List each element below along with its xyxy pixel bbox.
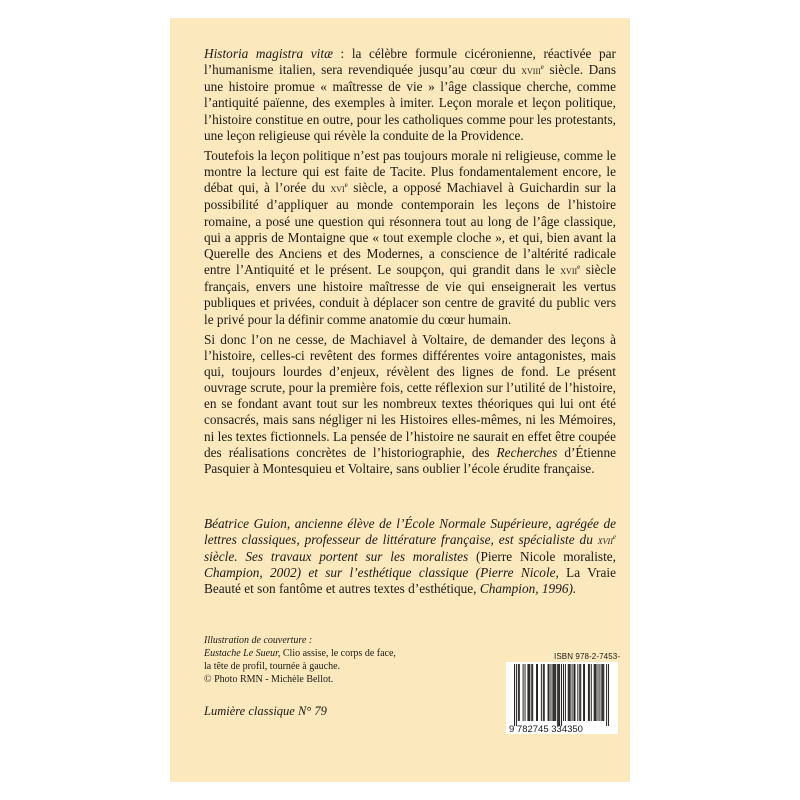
text-run: siècle. Dans une histoire promue « maîtresse de vie » l’âge classique cherche, comme l’antiquité païenne, des exemples à imiter. Leçon morale et leçon politique, l’histoire constitue en outre, pour les catholiques comme pour les protestants, une leçon religieuse qui révèle la conduite de la Providence. xyxy=(204,62,616,143)
barcode-bar xyxy=(516,664,517,726)
text-run: siècle français, envers une histoire maîtresse de vie qui enseignerait les vertus publiques et privées, conduit à déplacer son centre de gravité du public vers le privé pour la définir comme anatomie du cœur humain. xyxy=(204,262,617,327)
barcode-bar xyxy=(580,664,581,721)
superscript: e xyxy=(344,181,348,190)
barcode-bar xyxy=(559,664,560,726)
barcode-bar xyxy=(537,664,538,721)
credit-heading: Illustration de couverture : xyxy=(204,635,313,646)
barcode-bar xyxy=(523,664,524,721)
barcode-bar xyxy=(599,664,600,721)
barcode-bar xyxy=(525,664,526,721)
text-run: Pierre Nicole, xyxy=(480,565,567,580)
barcode-bar xyxy=(561,664,562,726)
barcode-bar xyxy=(552,664,553,721)
barcode-bar xyxy=(553,664,554,721)
text-run: siècle. Ses travaux portent sur les moralistes xyxy=(204,549,477,564)
artwork-title: Clio assise, le corps de face, xyxy=(280,648,396,659)
barcode-bar xyxy=(579,664,580,721)
barcode-bar xyxy=(514,664,515,726)
barcode-bar xyxy=(606,664,607,726)
barcode-bar xyxy=(557,664,558,726)
artist-name: Eustache Le Sueur, xyxy=(204,648,281,659)
barcode-bar xyxy=(574,664,575,721)
summary-paragraph-2 xyxy=(204,148,616,328)
barcode-graphic xyxy=(506,662,618,734)
barcode-bar xyxy=(603,664,604,721)
century-numeral: xviii xyxy=(521,64,541,78)
book-title: La Vraie Beauté et son fantôme et autres textes d’esthétique, xyxy=(204,565,616,596)
barcode-bar xyxy=(601,664,602,721)
back-cover xyxy=(170,18,630,782)
superscript: e xyxy=(612,533,616,541)
barcode-bar xyxy=(549,664,550,721)
barcode-bar xyxy=(569,664,570,721)
text-run: : la célèbre formule cicéronienne, réactivée par l’humanisme italien, sera revendiquée jusqu’au cœur du xyxy=(204,46,616,78)
barcode-bar xyxy=(529,664,530,721)
latin-motto: Historia magistra vitæ xyxy=(204,46,333,61)
barcode-bar xyxy=(527,664,528,721)
barcode-bar xyxy=(519,664,520,721)
barcode-bar xyxy=(550,664,551,721)
barcode-bar xyxy=(531,664,532,721)
text-run: Champion, 2002) et sur l’esthétique classique ( xyxy=(204,565,481,580)
barcode-bar xyxy=(544,664,545,721)
photo-credit: © Photo RMN - Michèle Bellot. xyxy=(204,674,334,685)
barcode-bar xyxy=(570,664,571,721)
text-run: Béatrice Guion, ancienne élève de l’École Normale Supérieure, agrégée de lettres classiques, professeur de littérature française, est spécialiste du xyxy=(204,516,616,547)
barcode-bar xyxy=(577,664,578,721)
superscript: e xyxy=(577,263,581,272)
barcode-bar xyxy=(543,664,544,721)
book-title: Recherches xyxy=(496,444,558,460)
barcode-bar xyxy=(541,664,542,721)
barcode-bar xyxy=(594,664,595,721)
author-bio xyxy=(204,516,616,597)
text-run: siècle, a opposé Machiavel à Guichardin sur la possibilité d’appliquer au monde contemporain les leçons de l’histoire romaine, a posé une question qui résonnera tout au long de l’âge classique, qui a appris de Montaigne que « tout exemple cloche », et qui, bien avant la Querelle des Anciens et des Modernes, a conscience de l’altérité radicale entre l’Antiquité et le présent. Le soupçon, qui grandit dans le xyxy=(204,180,616,278)
barcode-bar xyxy=(584,664,585,721)
barcode-bar xyxy=(574,664,575,721)
isbn-barcode xyxy=(506,662,618,734)
barcode-bar xyxy=(563,664,564,721)
barcode-bar xyxy=(532,664,533,721)
text-run: Toutefois la leçon politique n’est pas toujours morale ni religieuse, comme le montre la lecture qui est faite de Tacite. Plus fondamentalement encore, le débat qui, à l’orée du xyxy=(204,147,616,196)
text-run: (Pierre Nicole moraliste, xyxy=(476,549,617,564)
barcode-bar xyxy=(518,664,519,721)
barcode-bar xyxy=(555,664,556,721)
text-run: Champion, 1996). xyxy=(479,581,577,596)
series-label: Lumière classique N° 79 xyxy=(204,704,327,718)
superscript: e xyxy=(540,63,544,72)
barcode-bar xyxy=(565,664,566,721)
barcode-bar xyxy=(595,664,596,721)
barcode-bar xyxy=(591,664,592,721)
cover-illustration-credit xyxy=(204,634,396,686)
barcode-bar xyxy=(588,664,589,721)
barcode-bar xyxy=(554,664,555,721)
barcode-bar xyxy=(558,664,559,726)
summary-paragraph-1 xyxy=(204,46,616,144)
century-numeral: xvii xyxy=(597,534,613,547)
isbn-label: ISBN 978-2-7453- xyxy=(554,652,621,661)
century-numeral: xvii xyxy=(560,264,578,278)
barcode-bar xyxy=(598,664,599,721)
barcode-bar xyxy=(596,664,597,721)
barcode-bar xyxy=(608,664,609,726)
barcode-bar xyxy=(536,664,537,721)
barcode-digits: 9 782745 334350 xyxy=(509,724,583,734)
barcode-bar xyxy=(568,664,569,721)
barcode-bar xyxy=(583,664,584,721)
barcode-bar xyxy=(602,664,603,721)
credit-line-2: la tête de profil, tournée à gauche. xyxy=(204,661,341,672)
barcode-bar xyxy=(589,664,590,721)
barcode-bar xyxy=(528,664,529,721)
summary-paragraph-3 xyxy=(204,332,616,477)
barcode-bar xyxy=(572,664,573,721)
barcode-bar xyxy=(548,664,549,721)
credit-line-1 xyxy=(204,647,396,660)
text-run: d’Étienne Pasquier à Montesquieu et Voltaire, sans oublier l’école érudite française. xyxy=(204,444,617,476)
summary-text xyxy=(204,46,616,477)
text-run: Si donc l’on ne cesse, de Machiavel à Voltaire, de demander des leçons à l’histoire, celles-ci revêtent des formes différentes voire antagonistes, mais qui, toujours lourdes d’enjeux, révèlent des lignes de fond. Le présent ouvrage scrute, pour la première fois, cette réflexion sur l’utilité de l’histoire, en se fondant avant tout sur les nombreux textes théoriques qui lui ont été consacrés, mais sans négliger ni les Histoires elles-mêmes, ni les Mémoires, ni les textes fictionnels. La pensée de l’histoire ne saurait en effet être coupée des réalisations concrètes de l’historiographie, des xyxy=(204,331,616,460)
century-numeral: xvi xyxy=(330,182,345,196)
